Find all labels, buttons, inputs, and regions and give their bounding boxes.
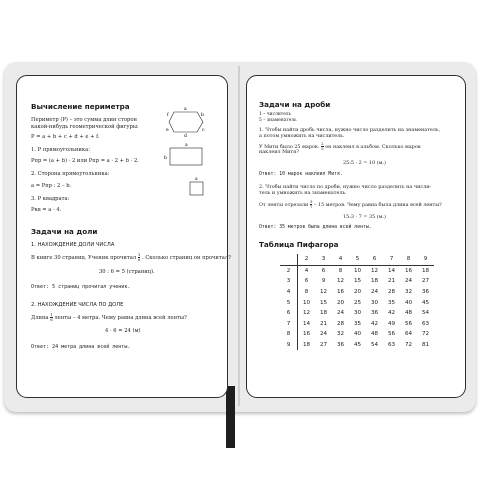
- fraction-task-2-fraction: [50, 313, 53, 322]
- table-cell: 16: [404, 267, 413, 274]
- table-cell: 40: [353, 331, 362, 338]
- task1-problem-text: У Мити было 25 марок.: [259, 144, 320, 150]
- fraction-denominator: 6: [50, 317, 53, 322]
- task1-rule-line2: а потом умножить на числитель.: [259, 133, 345, 139]
- table-cell: 24: [319, 331, 328, 338]
- table-cell: 5: [349, 254, 366, 265]
- task2-problem: [259, 200, 442, 209]
- fraction-task-1-fraction: [138, 253, 141, 262]
- table-cell: 20: [336, 299, 345, 306]
- hexagon-label-c: c: [202, 128, 205, 133]
- table-cell: 35: [353, 320, 362, 327]
- task1-rule-line1: 1. Чтобы найти дробь числа, нужно число разделить на знаменатель,: [259, 127, 441, 133]
- table-cell: 6: [280, 308, 298, 319]
- table-cell: 72: [421, 331, 430, 338]
- perimeter-intro-line2: какой-нибудь геометрической фигуры:: [31, 124, 139, 130]
- table-cell: 48: [404, 310, 413, 317]
- table-cell: 14: [387, 267, 396, 274]
- table-cell: [280, 254, 298, 265]
- fraction-task-2-tail: ленты – 4 метра. Чему равна длина всей ленты?: [54, 315, 187, 321]
- fraction-subheading-1: 1. НАХОЖДЕНИЕ ДОЛИ ЧИСЛА: [31, 242, 115, 248]
- table-cell: 10: [353, 267, 362, 274]
- table-row: [280, 297, 434, 308]
- task1-calculation: 25:5 · 2 = 10 (м.): [343, 160, 386, 166]
- table-cell: 25: [353, 299, 362, 306]
- rectangle-figure: [164, 143, 202, 165]
- table-cell: 45: [421, 299, 430, 306]
- table-row: [280, 287, 434, 298]
- rectangle-formula: Pпр = (a + b) · 2 или Pпр = a · 2 + b · 2.: [31, 158, 139, 164]
- table-cell: 56: [387, 331, 396, 338]
- fraction-numerator: 2: [321, 141, 324, 146]
- table-cell: 2: [298, 254, 316, 265]
- table-cell: 42: [370, 320, 379, 327]
- fraction-numerator: 1: [50, 312, 53, 317]
- table-cell: 15: [353, 278, 362, 285]
- table-cell: 56: [404, 320, 413, 327]
- table-cell: 12: [336, 278, 345, 285]
- perimeter-title: Вычисление периметра: [31, 102, 130, 111]
- table-cell: 21: [387, 278, 396, 285]
- table-cell: 54: [421, 310, 430, 317]
- table-cell: 7: [383, 254, 400, 265]
- hexagon-label-f: f: [167, 113, 169, 118]
- table-header-row: [280, 254, 434, 265]
- perimeter-intro-line1: Периметр (P) – это сумма длин сторон: [31, 117, 137, 123]
- table-cell: 45: [353, 342, 362, 349]
- table-cell: 28: [336, 320, 345, 327]
- fraction-problems-title: Задачи на дроби: [259, 100, 331, 109]
- fraction-denominator: 7: [309, 204, 313, 209]
- table-cell: 27: [319, 342, 328, 349]
- table-cell: 5: [280, 297, 298, 308]
- table-cell: 9: [280, 340, 298, 351]
- table-cell: 8: [280, 329, 298, 340]
- table-row: [280, 265, 434, 276]
- task1-answer: Ответ: 10 марок наклеил Митя.: [259, 172, 343, 177]
- table-cell: 63: [387, 342, 396, 349]
- table-cell: 24: [336, 310, 345, 317]
- rectangle-side-formula: a = Pпр : 2 – b.: [31, 183, 72, 189]
- hexagon-label-d: d: [184, 134, 187, 139]
- table-cell: 36: [370, 310, 379, 317]
- table-cell: 18: [370, 278, 379, 285]
- table-cell: 6: [304, 278, 309, 285]
- fraction-task-2: [31, 313, 187, 322]
- table-cell: 12: [302, 310, 311, 317]
- table-cell: 3: [315, 254, 332, 265]
- table-cell: 36: [336, 342, 345, 349]
- table-cell: 18: [319, 310, 328, 317]
- table-cell: 9: [417, 254, 434, 265]
- rectangle-heading: 1. P прямоугольника:: [31, 147, 90, 153]
- table-cell: 16: [336, 289, 345, 296]
- table-row: [280, 329, 434, 340]
- task1-problem-tail: он наклеил в альбом. Сколько марок: [325, 144, 421, 150]
- denominator-label: 5 – знаменатель: [259, 118, 297, 123]
- table-cell: 9: [321, 278, 326, 285]
- rectangle-label-b: b: [164, 156, 167, 161]
- table-cell: 12: [370, 267, 379, 274]
- table-cell: 8: [338, 267, 343, 274]
- left-page: [16, 75, 231, 398]
- table-cell: 49: [387, 320, 396, 327]
- table-cell: 81: [421, 342, 430, 349]
- fractions-title: Задачи на доли: [31, 227, 98, 236]
- table-cell: 35: [387, 299, 396, 306]
- table-cell: 30: [370, 299, 379, 306]
- fraction-denominator: 5: [321, 146, 324, 151]
- table-cell: 14: [302, 320, 311, 327]
- table-cell: 72: [404, 342, 413, 349]
- task2-fraction: [310, 200, 313, 209]
- table-row: [280, 319, 434, 330]
- table-cell: 42: [387, 310, 396, 317]
- task2-problem-tail: – 15 метров. Чему равна была длина всей ленты?: [313, 202, 442, 208]
- hexagon-label-e: e: [166, 128, 169, 133]
- task2-rule-line2: тель и умножить на знаменатель.: [259, 190, 347, 196]
- numerator-label: 1 – числитель: [259, 112, 291, 117]
- table-cell: 24: [370, 289, 379, 296]
- right-page: [246, 75, 466, 398]
- hexagon-figure: [166, 107, 205, 139]
- table-cell: 64: [404, 331, 413, 338]
- table-cell: 8: [400, 254, 417, 265]
- table-cell: 24: [404, 278, 413, 285]
- task2-calculation: 15:3 · 7 = 35 (м.): [343, 214, 386, 220]
- table-cell: 36: [421, 289, 430, 296]
- hexagon-label-b: b: [201, 113, 204, 118]
- table-cell: 4: [304, 267, 309, 274]
- hexagon-label-a: a: [184, 107, 187, 112]
- table-cell: 8: [304, 289, 309, 296]
- square-heading: 3. P квадрата:: [31, 196, 70, 202]
- table-cell: 18: [302, 342, 311, 349]
- table-cell: 32: [404, 289, 413, 296]
- fraction-numerator: 1: [137, 252, 141, 257]
- table-cell: 7: [280, 319, 298, 330]
- fraction-answer-2: Ответ: 24 метра длина всей ленты.: [31, 344, 131, 350]
- fraction-calc-1: 30 : 6 = 5 (страниц).: [99, 269, 155, 275]
- notebook-spine: [238, 66, 240, 406]
- geometry-figures: [157, 104, 217, 234]
- table-cell: 12: [319, 289, 328, 296]
- perimeter-formula: P = a + b + c + d + e + f.: [31, 134, 100, 140]
- task2-answer: Ответ: 35 метров была длина всей ленты.: [259, 225, 372, 230]
- table-cell: 2: [280, 265, 298, 276]
- rectangle-label-a: a: [185, 143, 188, 148]
- table-cell: 27: [421, 278, 430, 285]
- table-cell: 54: [370, 342, 379, 349]
- fraction-denominator: 6: [137, 257, 141, 262]
- square-formula: Pкв = a · 4.: [31, 207, 62, 213]
- task1-problem-line2: наклеил Митя?: [259, 149, 299, 155]
- table-cell: 48: [370, 331, 379, 338]
- table-cell: 30: [353, 310, 362, 317]
- square-figure: [190, 177, 203, 195]
- table-cell: 63: [421, 320, 430, 327]
- fraction-task-2-text: Длина: [31, 315, 49, 321]
- table-cell: 32: [336, 331, 345, 338]
- table-cell: 4: [280, 287, 298, 298]
- fraction-calc-2: 4 · 6 = 24 (м): [105, 328, 141, 334]
- fraction-subheading-2: 2. НАХОЖДЕНИЕ ЧИСЛА ПО ДОЛЕ: [31, 302, 124, 308]
- bookmark-ribbon: [226, 386, 235, 448]
- pythagoras-table-title: Таблица Пифагора: [259, 240, 339, 249]
- table-cell: 3: [280, 276, 298, 287]
- fraction-answer-1: Ответ: 5 страниц прочитал ученик.: [31, 284, 131, 290]
- pythagoras-table: [280, 254, 434, 350]
- fraction-task-1-text: В книге 30 страниц. Ученик прочитал: [31, 255, 137, 261]
- table-cell: 40: [404, 299, 413, 306]
- table-cell: 6: [366, 254, 383, 265]
- table-cell: 20: [353, 289, 362, 296]
- fraction-task-1-tail: . Сколько страниц он прочитал?: [142, 255, 231, 261]
- table-row: [280, 340, 434, 351]
- rectangle-side-heading: 2. Сторона прямоугольника:: [31, 171, 110, 177]
- square-label-a: a: [195, 177, 198, 182]
- table-row: [280, 308, 434, 319]
- table-cell: 6: [321, 267, 326, 274]
- table-cell: 15: [319, 299, 328, 306]
- task1-fraction: [321, 142, 324, 151]
- table-cell: 16: [302, 331, 311, 338]
- table-cell: 18: [421, 267, 430, 274]
- task2-problem-text: От ленты отрезали: [259, 202, 309, 208]
- table-row: [280, 276, 434, 287]
- table-cell: 21: [319, 320, 328, 327]
- fraction-task-1: [31, 253, 231, 262]
- table-cell: 28: [387, 289, 396, 296]
- table-cell: 10: [302, 299, 311, 306]
- task2-rule-line1: 2. Чтобы найти число по дроби, нужно число разделить на числи-: [259, 184, 432, 190]
- fraction-numerator: 3: [309, 199, 313, 204]
- table-cell: 4: [332, 254, 349, 265]
